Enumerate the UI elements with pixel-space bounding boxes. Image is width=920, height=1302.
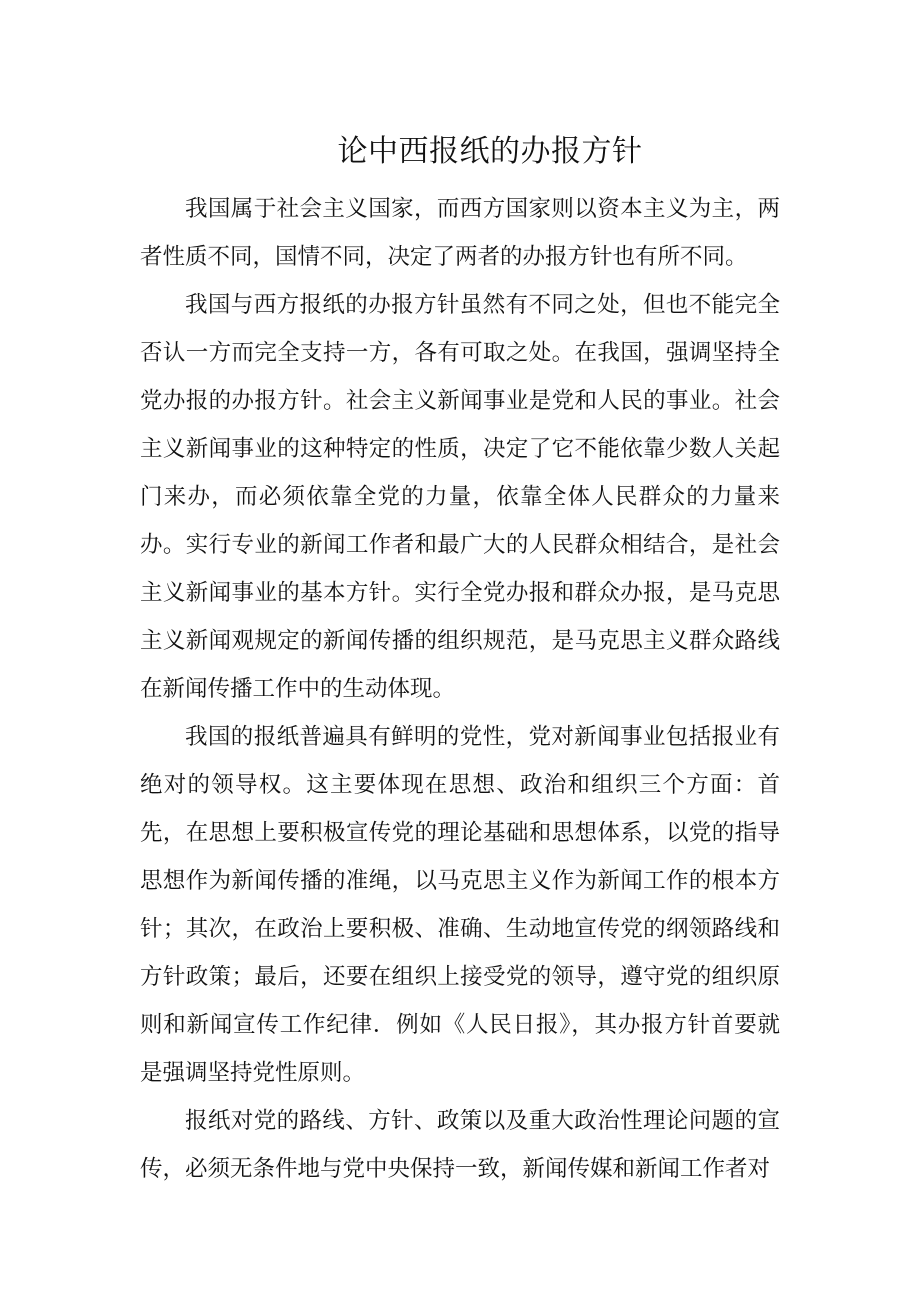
document-body <box>140 185 780 1193</box>
paragraph: 我国的报纸普遍具有鲜明的党性，党对新闻事业包括报业有绝对的领导权。这主要体现在思想、政治和组织三个方面：首先，在思想上要积极宣传党的理论基础和思想体系，以党的指导思想作为新闻传播的准绳，以马克思主义作为新闻工作的根本方针；其次，在政治上要积极、准确、生动地宣传党的纲领路线和方针政策；最后，还要在组织上接受党的领导，遵守党的组织原则和新闻宣传工作纪律．例如《人民日报》，其办报方针首要就是强调坚持党性原则。 <box>140 724 780 1086</box>
paragraph: 我国属于社会主义国家，而西方国家则以资本主义为主，两者性质不同，国情不同，决定了两者的办报方针也有所不同。 <box>140 196 780 270</box>
document-title: 论中西报纸的办报方针 <box>337 134 643 169</box>
paragraph: 报纸对党的路线、方针、政策以及重大政治性理论问题的宣传，必须无条件地与党中央保持一致，新闻传媒和新闻工作者对 <box>140 1108 780 1182</box>
paragraph: 我国与西方报纸的办报方针虽然有不同之处，但也不能完全否认一方而完全支持一方，各有可取之处。在我国，强调坚持全党办报的办报方针。社会主义新闻事业是党和人民的事业。社会主义新闻事业的这种特定的性质，决定了它不能依靠少数人关起门来办，而必须依靠全党的力量，依靠全体人民群众的力量来办。实行专业的新闻工作者和最广大的人民群众相结合，是社会主义新闻事业的基本方针。实行全党办报和群众办报，是马克思主义新闻观规定的新闻传播的组织规范，是马克思主义群众路线在新闻传播工作中的生动体现。 <box>140 292 780 702</box>
